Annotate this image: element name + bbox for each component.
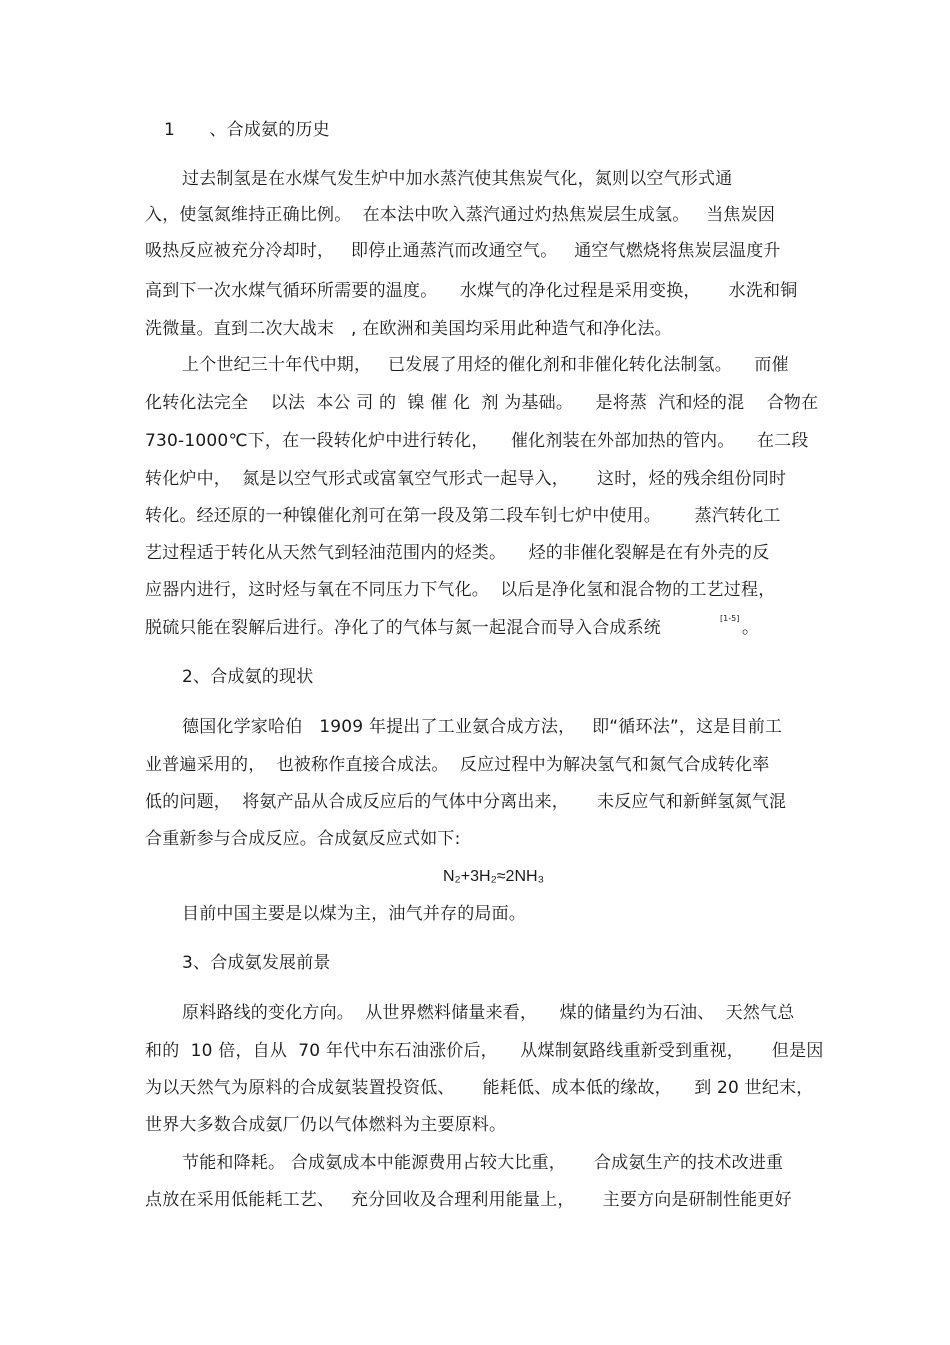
s3-p1-line-3: 为以天然气为原料的合成氨装置投资低、 能耗低、成本低的缘故， 到 20 世纪末， — [145, 1078, 814, 1098]
s3-p1-line-2: 和的 10 倍，自从 70 年代中东石油涨价后， 从煤制氨路线重新受到重视， 但是因 — [145, 1041, 824, 1061]
section-1-heading: 1 、合成氨的历史 — [164, 120, 330, 140]
s1-p2-line-7: 应器内进行，这时烃与氧在不同压力下气化。 以后是净化氢和混合物的工艺过程， — [145, 580, 776, 600]
reaction-formula: N₂+3H₂≈2NH₃ — [443, 868, 545, 885]
s2-p1-line-1: 德国化学家哈伯 1909 年提出了工业氨合成方法， 即“循环法”，这是目前工 — [182, 717, 783, 737]
s1-p1-line-3: 吸热反应被充分冷却时， 即停止通蒸汽而改通空气。 通空气燃烧将焦炭层温度升 — [145, 241, 781, 261]
s1-p1-line-1: 过去制氢是在水煤气发生炉中加水蒸汽使其焦炭气化，氮则以空气形式通 — [182, 169, 733, 189]
s1-p2-line-6: 艺过程适于转化从天然气到轻油范围内的烃类。 烃的非催化裂解是在有外壳的反 — [145, 543, 770, 563]
s1-p2-line-5: 转化。经还原的一种镍催化剂可在第一段及第二段车钊七炉中使用。 蒸汽转化工 — [145, 506, 781, 526]
s1-p2-line-8: 脱硫只能在裂解后进行。净化了的气体与氮一起混合而导入合成系统 — [145, 618, 661, 638]
citation-superscript: [1-5] — [720, 614, 740, 623]
s2-p1-line-2: 业普遍采用的， 也被称作直接合成法。 反应过程中为解决氢气和氮气合成转化率 — [145, 755, 770, 775]
s1-p2-line-4: 转化炉中， 氮是以空气形式或富氧空气形式一起导入， 这时，烃的残余组份同时 — [145, 469, 787, 489]
s1-p1-line-2: 入，使氢氮维持正确比例。 在本法中吹入蒸汽通过灼热焦炭层生成氢。 当焦炭因 — [145, 205, 776, 225]
s2-p1-line-3: 低的问题， 将氨产品从合成反应后的气体中分离出来， 未反应气和新鲜氢氮气混 — [145, 792, 787, 812]
s2-after-formula: 目前中国主要是以煤为主，油气并存的局面。 — [182, 904, 526, 924]
s1-p2-line-1: 上个世纪三十年代中期， 已发展了用烃的催化剂和非催化转化法制氢。 而催 — [182, 355, 789, 375]
s3-p2-line-2: 点放在采用低能耗工艺、 充分回收及合理利用能量上， 主要方向是研制性能更好 — [145, 1190, 792, 1210]
s1-p2-line-2: 化转化法完全 以法 本公 司 的 镍 催 化 剂 为基础。 是将蒸 汽和烃的混 合物在 — [145, 393, 819, 413]
s2-p1-line-4: 合重新参与合成反应。合成氨反应式如下: — [145, 829, 461, 849]
s3-p2-line-1: 节能和降耗。 合成氨成本中能源费用占较大比重， 合成氨生产的技术改进重 — [182, 1153, 784, 1173]
s3-p1-line-4: 世界大多数合成氨厂仍以气体燃料为主要原料。 — [145, 1115, 507, 1135]
s3-p1-line-1: 原料路线的变化方向。 从世界燃料储量来看， 煤的储量约为石油、 天然气总 — [182, 1003, 795, 1023]
section-3-heading: 3、合成氨发展前景 — [182, 953, 331, 973]
section-2-heading: 2、合成氨的现状 — [182, 667, 314, 687]
citation-period: 。 — [742, 618, 760, 638]
s1-p1-line-4: 高到下一次水煤气循环所需要的温度。 水煤气的净化过程是采用变换， 水洗和铜 — [145, 281, 798, 301]
s1-p2-line-3: 730-1000℃下，在一段转化炉中进行转化， 催化剂装在外部加热的管内。 在二段 — [145, 431, 809, 451]
s1-p1-line-5: 洗微量。直到二次大战末 , 在欧洲和美国均采用此种造气和净化法。 — [145, 319, 672, 339]
